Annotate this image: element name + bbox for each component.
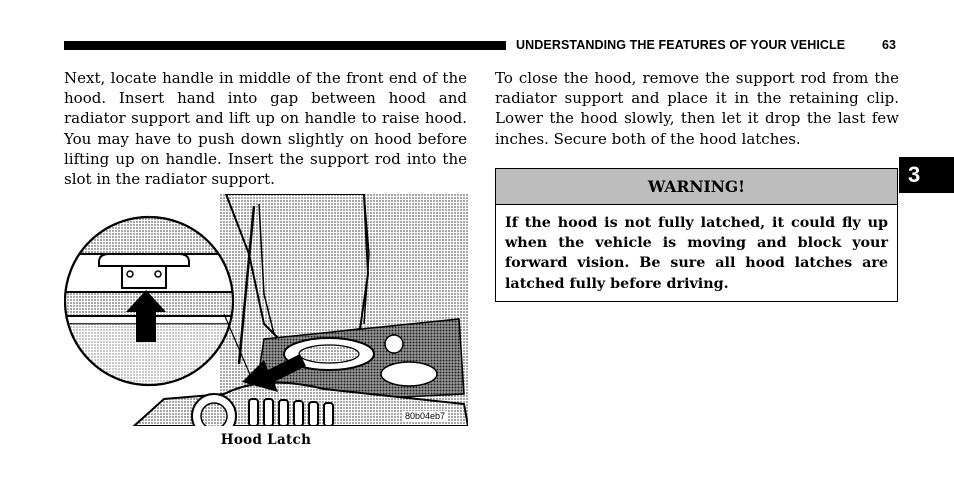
warning-box	[495, 168, 898, 302]
warning-title: WARNING!	[496, 169, 897, 205]
figure-caption: Hood Latch	[220, 432, 312, 448]
chapter-tab	[899, 157, 954, 193]
hood-opening-paragraph: Next, locate handle in middle of the front end of the hood. Insert hand into gap between hood and radiator support and lift up on handle to raise hood. You may have to push down slightly on hood before lifting up on handle. Insert the support rod into the slot in the radiator support.	[64, 69, 467, 189]
chapter-number: 3	[908, 162, 921, 187]
running-header: UNDERSTANDING THE FEATURES OF YOUR VEHICLE	[516, 38, 846, 52]
header-rule	[64, 41, 506, 50]
hood-latch-drawing	[64, 194, 468, 426]
hood-closing-paragraph: To close the hood, remove the support rod from the radiator support and place it in the retaining clip. Lower the hood slowly, then let it drop the last few inches. Secure both of the hood latches.	[495, 69, 899, 148]
page-number: 63	[882, 38, 896, 52]
hood-latch-illustration	[64, 194, 468, 426]
warning-text: If the hood is not fully latched, it could fly up when the vehicle is moving and block your forward vision. Be sure all hood latches are latched fully before driving.	[505, 215, 888, 292]
figure-code: 80b04eb7	[405, 411, 446, 421]
